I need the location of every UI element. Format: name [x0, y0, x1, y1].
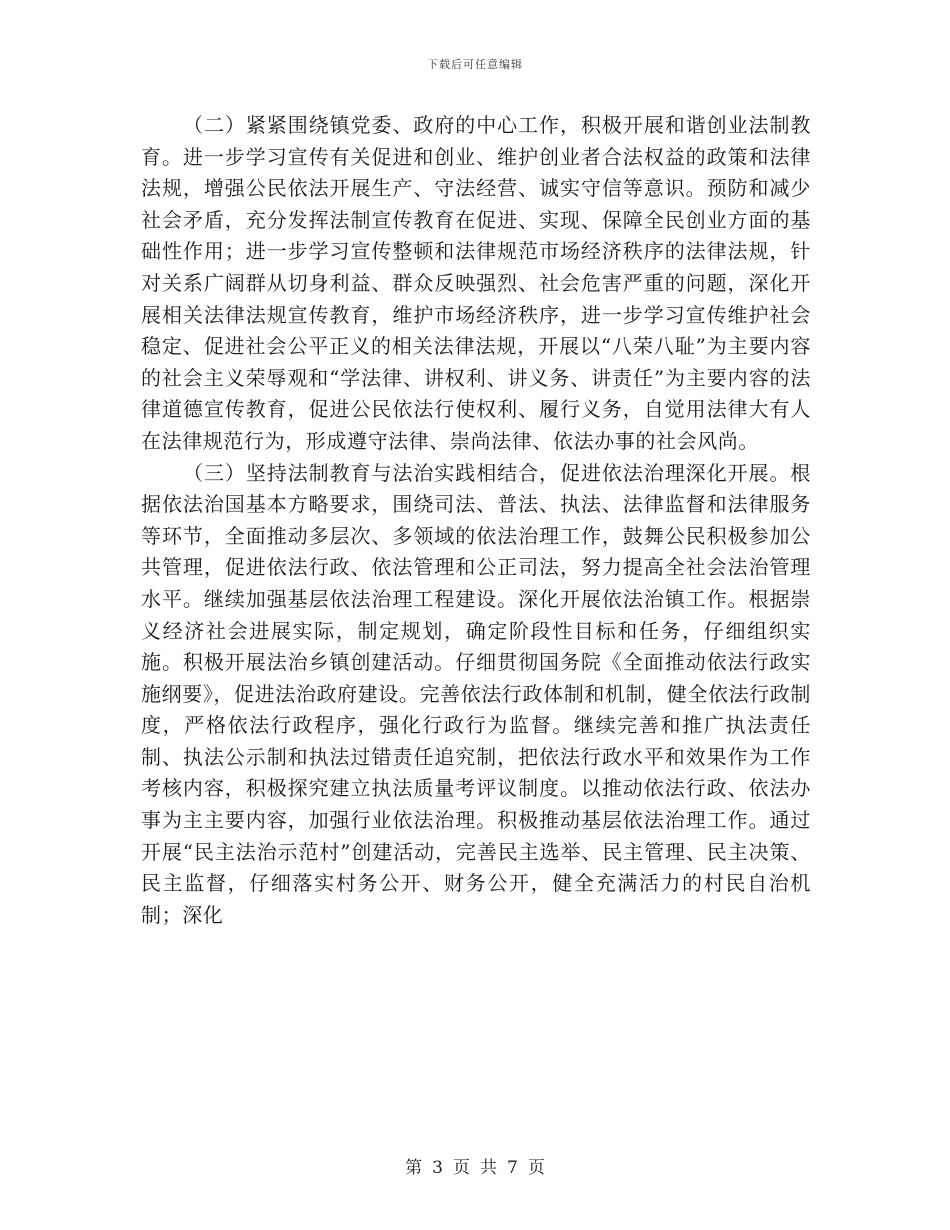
footer-suffix: 页: [527, 1158, 545, 1178]
footer-page-word: 页: [453, 1158, 470, 1178]
paragraph-2: （二）紧紧围绕镇党委、政府的中心工作，积极开展和谐创业法制教育。进一步学习宣传有关促进和创业、维护创业者合法权益的政策和法律法规，增强公民依法开展生产、守法经营、诚实守信等意识。预防和减少社会矛盾，充分发挥法制宣传教育在促进、实现、保障全民创业方面的基础性作用；进一步学习宣传整顿和法律规范市场经济秩序的法律法规，针对关系广阔群从切身利益、群众反映强烈、社会危害严重的问题，深化开展相关法律法规宣传教育，维护市场经济秩序，进一步学习宣传维护社会稳定、促进社会公平正义的相关法律法规，开展以“八荣八耻”为主要内容的社会主义荣辱观和“学法律、讲权利、讲义务、讲责任”为主要内容的法律道德宣传教育，促进公民依法行使权利、履行义务，自觉用法律大有人在法律规范行为，形成遵守法律、崇尚法律、依法办事的社会风尚。: [141, 113, 811, 453]
page-footer: [0, 1153, 950, 1178]
footer-prefix: 第: [405, 1158, 423, 1178]
footer-total-word: 共: [480, 1158, 497, 1178]
document-body: [141, 110, 811, 931]
footer-total-pages: 7: [507, 1158, 518, 1178]
page-header-note: 下载后可任意编辑: [427, 58, 523, 71]
footer-current-page: 3: [432, 1158, 443, 1178]
paragraph-3: （三）坚持法制教育与法治实践相结合，促进依法治理深化开展。根据依法治国基本方略要求，围绕司法、普法、执法、法律监督和法律服务等环节，全面推动多层次、多领域的依法治理工作，鼓舞公民积极参加公共管理，促进依法行政、依法管理和公正司法，努力提高全社会法治管理水平。继续加强基层依法治理工程建设。深化开展依法治镇工作。根据崇义经济社会进展实际，制定规划，确定阶段性目标和任务，仔细组织实施。积极开展法治乡镇创建活动。仔细贯彻国务院《全面推动依法行政实施纲要》，促进法治政府建设。完善依法行政体制和机制，健全依法行政制度，严格依法行政程序，强化行政行为监督。继续完善和推广执法责任制、执法公示制和执法过错责任追究制，把依法行政水平和效果作为工作考核内容，积极探究建立执法质量考评议制度。以推动依法行政、依法办事为主主要内容，加强行业依法治理。积极推动基层依法治理工作。通过开展“民主法治示范村”创建活动，完善民主选举、民主管理、民主决策、民主监督，仔细落实村务公开、财务公开，健全充满活力的村民自治机制；深化: [141, 460, 811, 927]
